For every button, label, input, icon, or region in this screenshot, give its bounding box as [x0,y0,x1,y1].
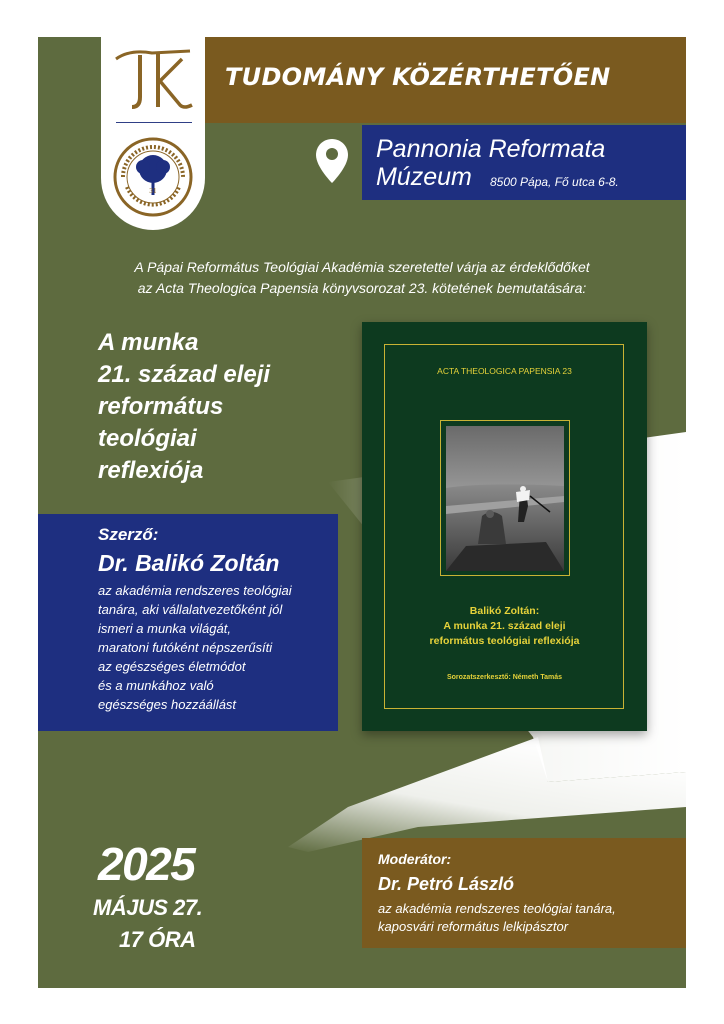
book-title-line: református [98,393,224,420]
event-time: 17 ÓRA [119,927,196,952]
intro-line-2: az Acta Theologica Papensia könyvsorozat 23. kötetének bemutatására: [137,280,587,296]
location-pin-icon [314,137,350,185]
venue-name-line1: Pannonia Reformata [376,135,606,163]
book-title-line: teológiai [98,425,197,452]
author-description-line: egészséges hozzáállást [98,697,237,712]
moderator-name: Dr. Petró László [378,874,515,894]
author-description-line: az akadémia rendszeres teológiai [98,583,292,598]
event-poster [38,37,686,988]
event-day: MÁJUS 27. [93,895,203,920]
book-series-label: ACTA THEOLOGICA PAPENSIA 23 [437,366,572,376]
book-cover-title-line: A munka 21. század eleji [443,620,566,632]
author-label: Szerző: [98,525,159,544]
book-editor: Sorozatszerkesztő: Németh Tamás [446,674,563,681]
book-title-line: A munka [98,329,199,356]
author-name: Dr. Balikó Zoltán [98,550,280,576]
venue-box [362,125,686,200]
poster-title: TUDOMÁNY KÖZÉRTHETŐEN [225,63,611,91]
book-cover-title-line: Balikó Zoltán: [469,605,540,617]
tk-logo-mark [110,47,196,113]
author-description-line: maratoni futóként népszerűsíti [98,640,273,655]
intro-line-1: A Pápai Református Teológiai Akadémia szeretettel várja az érdeklődőket [134,259,590,275]
title-bar [205,37,686,123]
book-cover-title-line: református teológiai reflexiója [429,635,580,647]
venue-address: 8500 Pápa, Fő utca 6-8. [490,175,619,189]
book-title-line: reflexiója [98,457,204,484]
author-description-line: tanára, aki vállalatvezetőként jól [98,602,283,617]
moderator-description-line: az akadémia rendszeres teológiai tanára, [378,901,616,916]
author-description-line: az egészséges életmódot [98,659,246,674]
moderator-box [362,838,686,948]
book-cover [362,322,647,731]
author-description-line: és a munkához való [98,678,214,693]
moderator-label: Moderátor: [378,851,452,867]
book-title-line: 21. század eleji [98,361,271,388]
academy-seal [113,137,193,217]
logo-divider [116,122,192,123]
author-description-line: ismeri a munka világát, [98,621,231,636]
harvest-photo [446,426,564,571]
event-year: 2025 [98,838,195,890]
venue-name-line2: Múzeum [376,163,472,191]
svg-text:31: 31 [149,188,157,195]
moderator-description-line: kaposvári református lelkipásztor [378,919,569,934]
